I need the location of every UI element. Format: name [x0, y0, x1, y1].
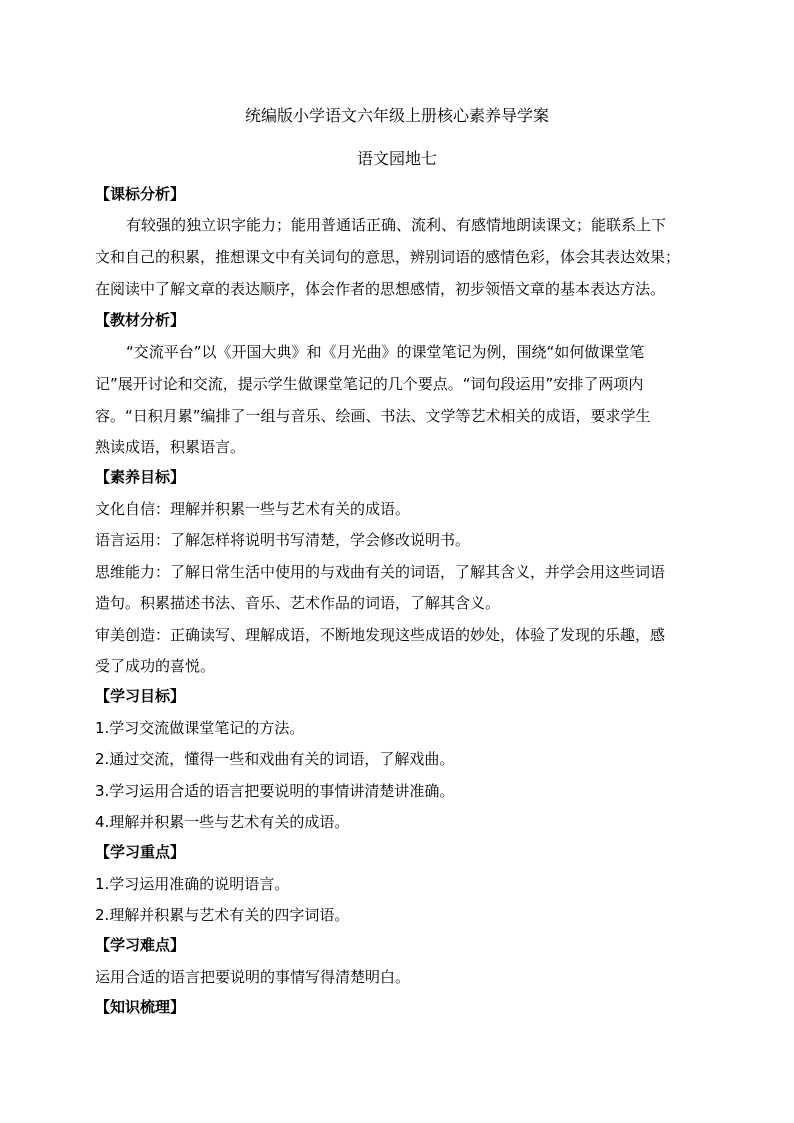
paragraph-line: 熟读成语，积累语言。 — [95, 438, 246, 456]
paragraph-line: 审美创造：正确读写、理解成语，不断地发现这些成语的妙处，体验了发现的乐趣，感 — [95, 626, 666, 644]
paragraph-line: 有较强的独立识字能力；能用普通话正确、流利、有感情地朗读课文；能联系上下 — [126, 216, 667, 234]
list-item: 4.理解并积累一些与艺术有关的成语。 — [95, 813, 350, 831]
list-item: 2.通过交流，懂得一些和戏曲有关的词语，了解戏曲。 — [95, 750, 455, 768]
paragraph-line: “交流平台”以《开国大典》和《月光曲》的课堂笔记为例，围绕“如何做课堂笔 — [126, 343, 645, 361]
paragraph-line: 造句。积累描述书法、音乐、艺术作品的词语，了解其含义。 — [95, 594, 501, 612]
document-subtitle: 语文园地七 — [356, 149, 437, 168]
section-heading-difficulty: 【学习难点】 — [95, 936, 186, 954]
list-item: 2.理解并积累与艺术有关的四字词语。 — [95, 906, 350, 924]
paragraph-line: 运用合适的语言把要说明的事情写得清楚明白。 — [95, 968, 411, 986]
section-heading-curriculum: 【课标分析】 — [95, 185, 186, 203]
list-item: 3.学习运用合适的语言把要说明的事情讲清楚讲准确。 — [95, 782, 455, 800]
paragraph-line: 思维能力：了解日常生活中使用的与戏曲有关的词语，了解其含义，并学会用这些词语 — [95, 563, 666, 581]
paragraph-line: 语言运用：了解怎样将说明书写清楚，学会修改说明书。 — [95, 531, 471, 549]
document-title: 统编版小学语文六年级上册核心素养导学案 — [244, 106, 549, 125]
paragraph-line: 记”展开讨论和交流，提示学生做课堂笔记的几个要点。“词句段运用”安排了两项内 — [95, 375, 644, 393]
paragraph-line: 容。“日积月累”编排了一组与音乐、绘画、书法、文学等艺术相关的成语，要求学生 — [95, 407, 651, 425]
section-heading-focus: 【学习重点】 — [95, 843, 186, 861]
section-heading-textbook: 【教材分析】 — [95, 311, 186, 329]
list-item: 1.学习运用准确的说明语言。 — [95, 875, 290, 893]
paragraph-line: 受了成功的喜悦。 — [95, 657, 216, 675]
section-heading-literacy: 【素养目标】 — [95, 468, 186, 486]
section-heading-goals: 【学习目标】 — [95, 687, 186, 705]
list-item: 1.学习交流做课堂笔记的方法。 — [95, 719, 305, 737]
paragraph-line: 在阅读中了解文章的表达顺序，体会作者的思想感情，初步领悟文章的基本表达方法。 — [95, 280, 666, 298]
section-heading-knowledge: 【知识梳理】 — [95, 998, 186, 1016]
paragraph-line: 文化自信：理解并积累一些与艺术有关的成语。 — [95, 500, 411, 518]
paragraph-line: 文和自己的积累，推想课文中有关词句的意思，辨别词语的感情色彩，体会其表达效果； — [95, 248, 681, 266]
